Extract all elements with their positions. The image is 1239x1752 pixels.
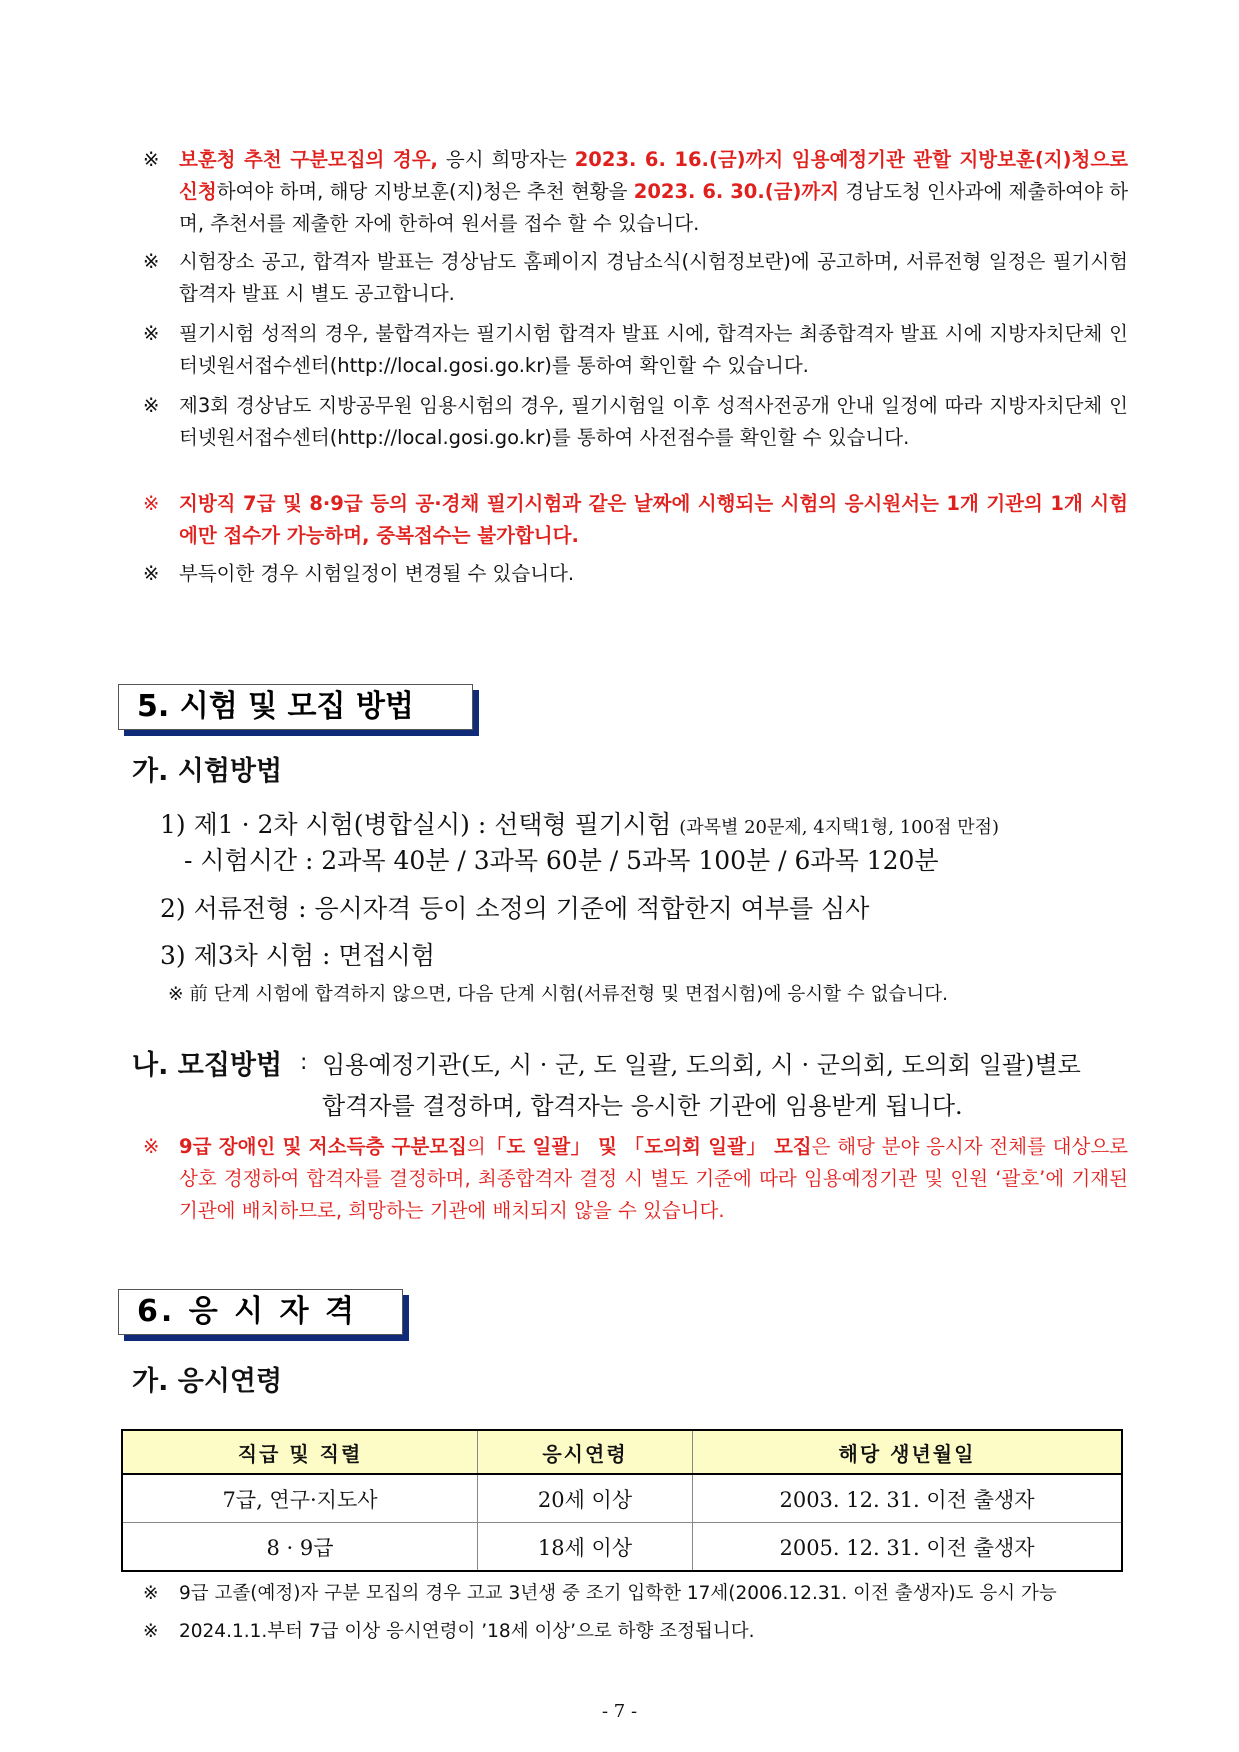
table-row xyxy=(122,1523,1122,1572)
notice-text xyxy=(179,250,1128,305)
text-segment: 의 xyxy=(466,1135,486,1158)
note-mark: ※ xyxy=(143,1135,160,1158)
note-mark: ※ xyxy=(143,562,160,585)
text-segment: 제3회 경상남도 지방공무원 임용시험의 경우, 필기시험일 이후 성적사전공개 안내 일정에 따라 지방자치단체 인터넷원서접수센터(http://local.gosi.go.kr)를 통하여 사전점수를 확인할 수 있습니다. xyxy=(179,394,1128,449)
table-cell: 2003. 12. 31. 이전 출생자 xyxy=(693,1474,1123,1523)
text-segment: 응시 희망자는 xyxy=(437,148,575,171)
note-mark: ※ xyxy=(143,1621,159,1642)
text-segment: 필기시험 성적의 경우, 불합격자는 필기시험 합격자 발표 시에, 합격자는 최종합격자 발표 시에 지방자치단체 인터넷원서접수센터(http://local.gosi.go.kr)를 통하여 확인할 수 있습니다. xyxy=(179,322,1128,377)
note-mark: ※ xyxy=(143,394,160,417)
notice-item xyxy=(143,488,1128,552)
table-header-row xyxy=(122,1430,1122,1474)
note-mark: ※ xyxy=(143,492,160,515)
text-segment: 은 해당 분야 응시자 전체를 대상으로 상호 경쟁하여 합격자를 결정하며, 최종합격자 결정 시 별도 기준에 따라 임용예정기관 및 인원 ‘괄호’에 기재된 기관에 배치하므로, 희망하는 기관에 배치되지 않을 수 있습니다. xyxy=(179,1135,1128,1222)
text-segment: 하여야 하며, 해당 지방보훈(지)청은 추천 현황을 xyxy=(216,180,634,203)
note-mark: ※ xyxy=(143,148,160,171)
notice-item xyxy=(143,318,1128,382)
text-segment: 9급 장애인 및 저소득층 구분모집 xyxy=(179,1135,467,1158)
table-row xyxy=(122,1474,1122,1523)
text-segment: 시험장소 공고, 합격자 발표는 경상남도 홈페이지 경남소식(시험정보란)에 공고하며, 서류전형 일정은 필기시험 합격자 발표 시 별도 공고합니다. xyxy=(179,250,1128,305)
table-cell: 18세 이상 xyxy=(478,1523,693,1572)
exam-item-1-sub: (과목별 20문제, 4지택1형, 100점 만점) xyxy=(679,817,999,838)
na-colon: : xyxy=(300,1050,308,1075)
notice-text xyxy=(179,148,1128,235)
notice-text xyxy=(179,322,1128,377)
recruit-method-note-text xyxy=(179,1135,1128,1222)
notice-text xyxy=(179,562,574,585)
notice-text xyxy=(179,492,1128,547)
exam-item-2: 2) 서류전형 : 응시자격 등이 소정의 기준에 적합한지 여부를 심사 xyxy=(160,894,870,923)
exam-time-line: - 시험시간 : 2과목 40분 / 3과목 60분 / 5과목 100분 / 6과목 120분 xyxy=(184,846,939,875)
age-note-1-text: 9급 고졸(예정)자 구분 모집의 경우 고교 3년생 중 조기 입학한 17세(2006.12.31. 이전 출생자)도 응시 가능 xyxy=(179,1583,1057,1604)
section-5-ga-heading: 가. 시험방법 xyxy=(132,756,283,787)
table-cell: 7급, 연구·지도사 xyxy=(122,1474,478,1523)
recruit-method-line-1: 임용예정기관(도, 시 · 군, 도 일괄, 도의회, 시 · 군의회, 도의회 일괄)별로 xyxy=(322,1051,1081,1079)
table-cell: 20세 이상 xyxy=(478,1474,693,1523)
age-note-2 xyxy=(143,1616,1128,1648)
table-header-cell: 응시연령 xyxy=(478,1430,693,1474)
notice-item xyxy=(143,144,1128,240)
section-6-title: 6. 응 시 자 격 xyxy=(118,1289,403,1335)
section-6-ga-heading: 가. 응시연령 xyxy=(132,1366,283,1397)
notice-item xyxy=(143,246,1128,310)
text-segment: 지방직 7급 및 8·9급 등의 공·경채 필기시험과 같은 날짜에 시행되는 시험의 응시원서는 1개 기관의 1개 시험에만 접수가 가능하며, 중복접수는 불가합니다. xyxy=(179,492,1128,547)
recruit-method-line-2: 합격자를 결정하며, 합격자는 응시한 기관에 임용받게 됩니다. xyxy=(322,1092,963,1120)
text-segment: 2023. 6. 16.(금)까지 임용예정기관 관할 지방보훈(지)청으로 신청 xyxy=(179,148,1128,203)
recruit-method-note xyxy=(143,1131,1128,1227)
text-segment: 경남도청 인사과에 제출하여야 하며, 추천서를 제출한 자에 한하여 원서를 접수 할 수 있습니다. xyxy=(179,180,1128,235)
exam-item-3-note: ※ 前 단계 시험에 합격하지 않으면, 다음 단계 시험(서류전형 및 면접시험)에 응시할 수 없습니다. xyxy=(168,984,949,1005)
note-mark: ※ xyxy=(143,1583,159,1604)
exam-item-1-main: 1) 제1 · 2차 시험(병합실시) : 선택형 필기시험 xyxy=(160,810,672,839)
age-note-1 xyxy=(143,1578,1128,1610)
exam-item-1 xyxy=(160,808,999,845)
notice-item xyxy=(143,558,1128,590)
exam-item-3: 3) 제3차 시험 : 면접시험 xyxy=(160,941,435,970)
notice-text xyxy=(179,394,1128,449)
age-requirement-table xyxy=(121,1429,1123,1572)
notice-item xyxy=(143,390,1128,454)
text-segment: 2023. 6. 30.(금)까지 xyxy=(633,180,840,203)
page-number: - 7 - xyxy=(601,1701,638,1722)
note-mark: ※ xyxy=(143,322,160,345)
note-mark: ※ xyxy=(143,250,160,273)
text-segment: 부득이한 경우 시험일정이 변경될 수 있습니다. xyxy=(179,562,575,585)
section-5-title: 5. 시험 및 모집 방법 xyxy=(118,684,473,730)
table-cell: 2005. 12. 31. 이전 출생자 xyxy=(693,1523,1123,1572)
table-header-cell: 직급 및 직렬 xyxy=(122,1430,478,1474)
section-5-na-heading: 나. 모집방법 xyxy=(132,1050,283,1081)
text-segment: 「도 일괄」 및 「도의회 일괄」 모집 xyxy=(485,1135,812,1158)
age-note-2-text: 2024.1.1.부터 7급 이상 응시연령이 ’18세 이상’으로 하향 조정됩니다. xyxy=(179,1621,755,1642)
table-header-cell: 해당 생년월일 xyxy=(693,1430,1123,1474)
table-cell: 8 · 9급 xyxy=(122,1523,478,1572)
text-segment: 보훈청 추천 구분모집의 경우, xyxy=(179,148,438,171)
